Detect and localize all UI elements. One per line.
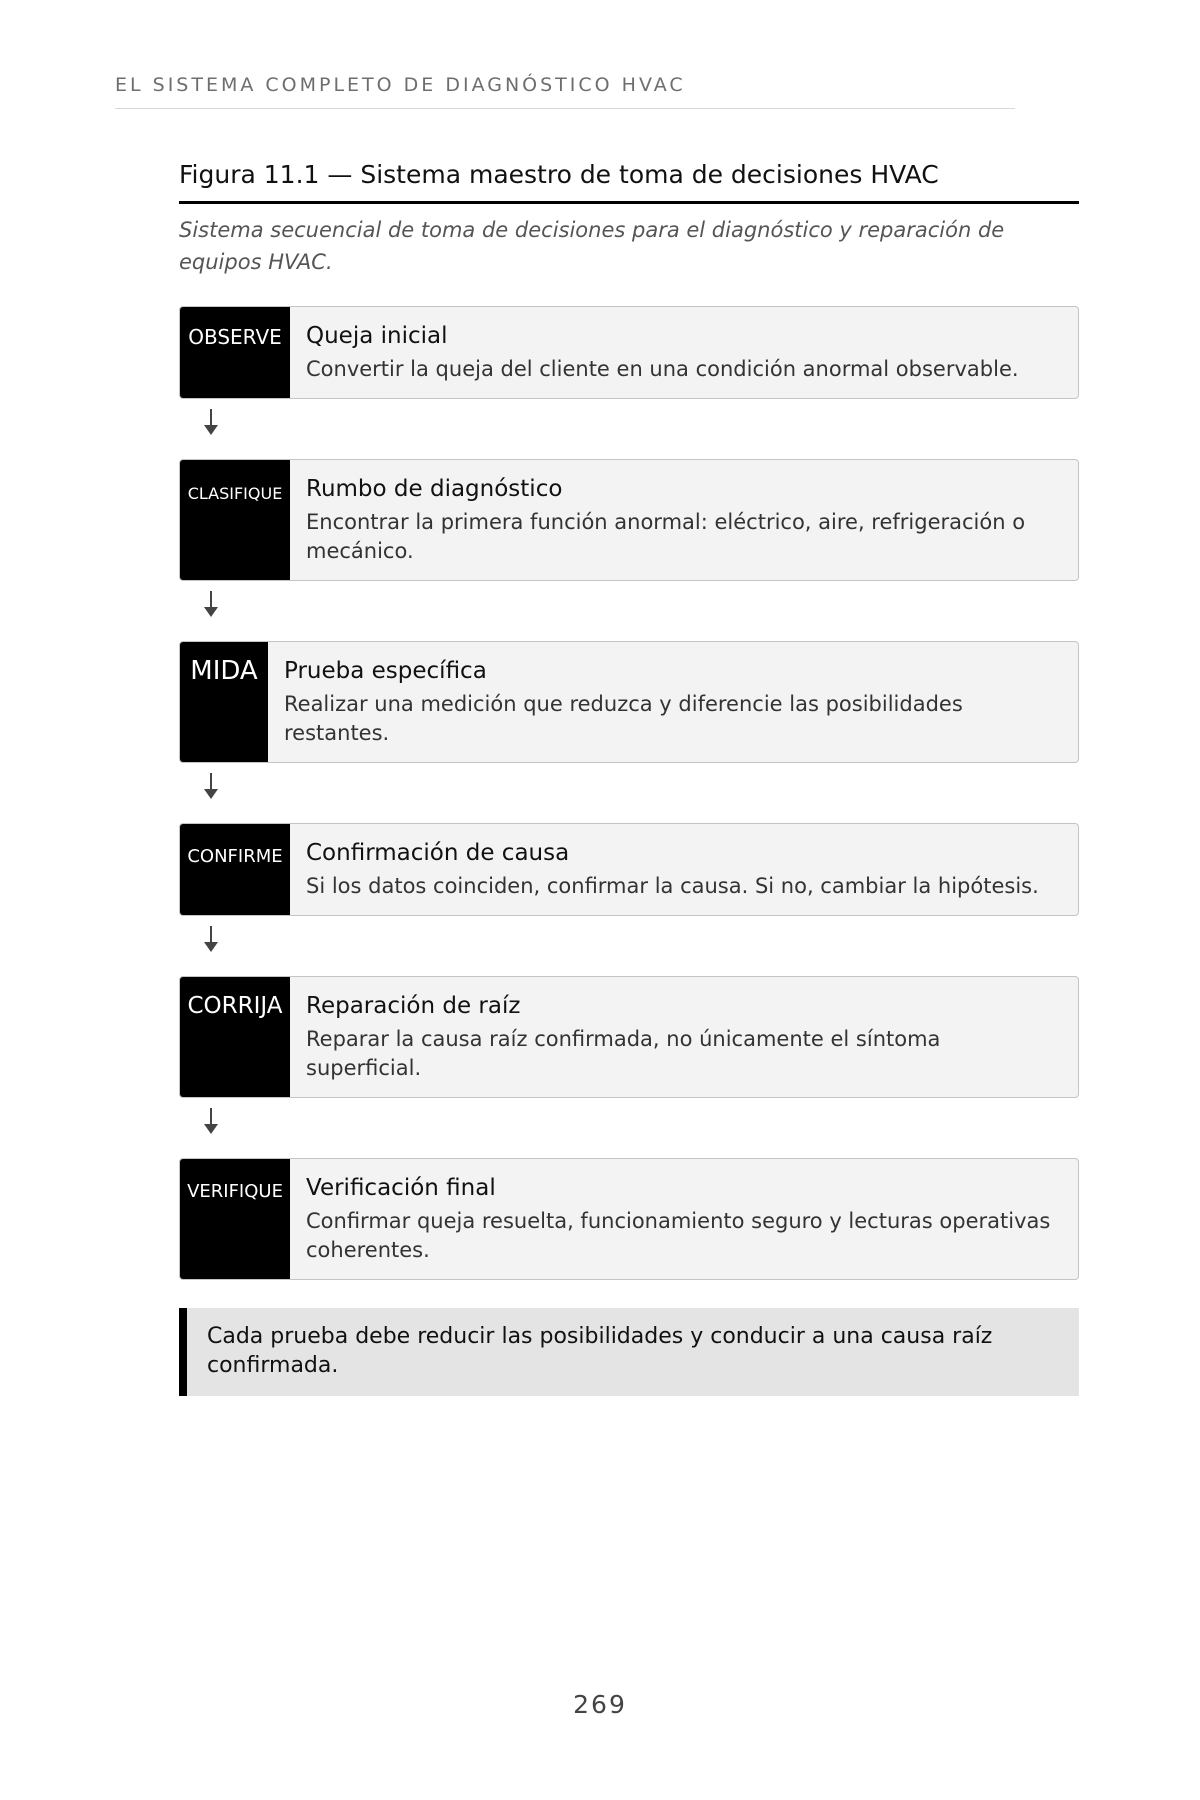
step-body xyxy=(268,642,1078,762)
step-title: Reparación de raíz xyxy=(306,993,521,1019)
flow-steps xyxy=(179,306,1079,1280)
down-arrow-icon xyxy=(179,916,243,976)
step-description: Reparar la causa raíz confirmada, no únicamente el síntoma superficial. xyxy=(306,1027,941,1080)
step-body xyxy=(290,824,1078,915)
step-mida xyxy=(179,641,1079,763)
step-title: Prueba específica xyxy=(284,658,487,684)
step-label: VERIFIQUE xyxy=(180,1159,290,1279)
step-label: CLASIFIQUE xyxy=(180,460,290,580)
step-title: Queja inicial xyxy=(306,323,448,349)
page-number: 269 xyxy=(573,1690,627,1719)
step-label: CORRIJA xyxy=(180,977,290,1097)
step-body xyxy=(290,977,1078,1097)
step-label: MIDA xyxy=(180,642,268,762)
callout-note: Cada prueba debe reducir las posibilidades y conducir a una causa raíz confirmada. xyxy=(179,1308,1079,1396)
down-arrow-icon xyxy=(179,1098,243,1158)
step-label: CONFIRME xyxy=(180,824,290,915)
down-arrow-icon xyxy=(179,581,243,641)
step-description: Si los datos coinciden, confirmar la causa. Si no, cambiar la hipótesis. xyxy=(306,874,1039,898)
step-description: Confirmar queja resuelta, funcionamiento seguro y lecturas operativas coherentes. xyxy=(306,1209,1051,1262)
down-arrow-icon xyxy=(179,763,243,823)
step-clasifique xyxy=(179,459,1079,581)
figure xyxy=(179,160,1079,1396)
figure-caption: Sistema secuencial de toma de decisiones para el diagnóstico y reparación de equipos HVAC. xyxy=(179,218,1005,274)
step-body xyxy=(290,1159,1078,1279)
step-body xyxy=(290,460,1078,580)
step-description: Convertir la queja del cliente en una condición anormal observable. xyxy=(306,357,1019,381)
step-confirme xyxy=(179,823,1079,916)
step-observe xyxy=(179,306,1079,399)
figure-title: Figura 11.1 — Sistema maestro de toma de decisiones HVAC xyxy=(179,160,1079,204)
step-title: Verificación final xyxy=(306,1175,496,1201)
down-arrow-icon xyxy=(179,399,243,459)
step-description: Encontrar la primera función anormal: eléctrico, aire, refrigeración o mecánico. xyxy=(306,510,1026,563)
step-label: OBSERVE xyxy=(180,307,290,398)
step-verifique xyxy=(179,1158,1079,1280)
step-title: Rumbo de diagnóstico xyxy=(306,476,563,502)
step-corrija xyxy=(179,976,1079,1098)
step-description: Realizar una medición que reduzca y diferencie las posibilidades restantes. xyxy=(284,692,963,745)
running-header: EL SISTEMA COMPLETO DE DIAGNÓSTICO HVAC xyxy=(115,74,1015,109)
step-body xyxy=(290,307,1078,398)
step-title: Confirmación de causa xyxy=(306,840,570,866)
